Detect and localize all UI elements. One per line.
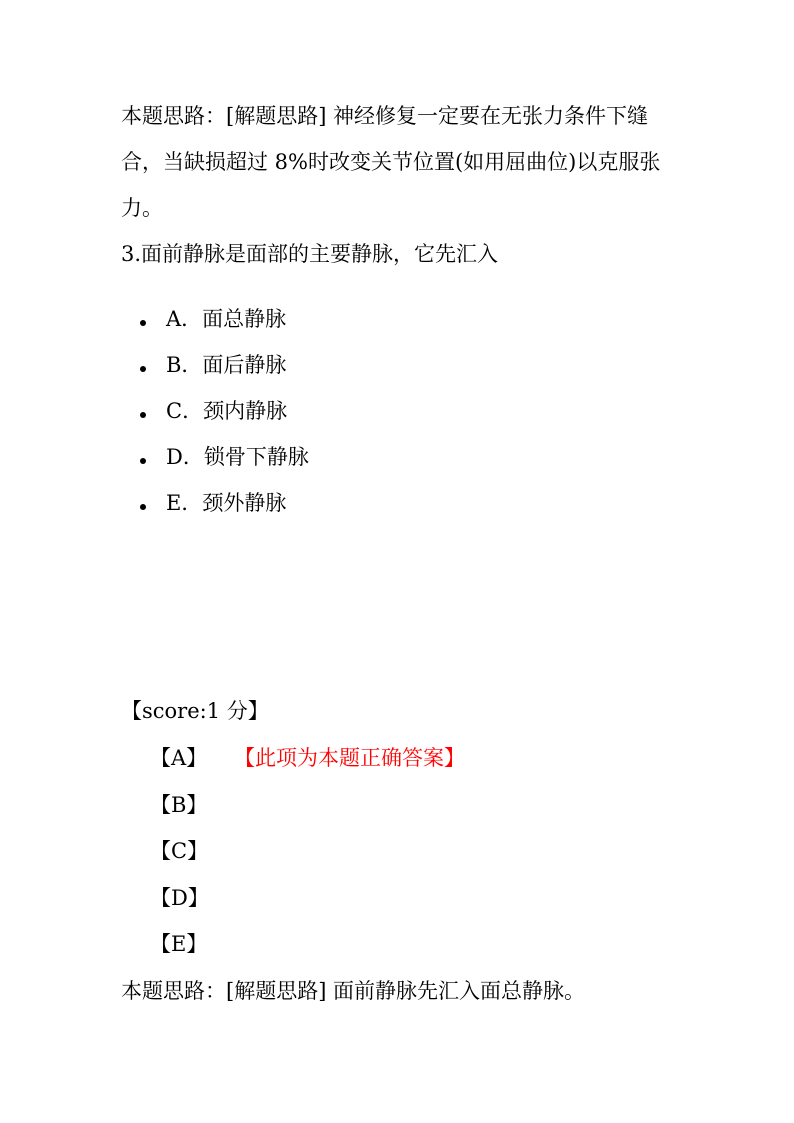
answer-row — [150, 735, 465, 782]
bullet-icon — [140, 412, 146, 418]
bullet-icon — [140, 504, 146, 510]
answer-label: 【A】 — [150, 746, 208, 770]
answer-row — [150, 782, 465, 829]
bullet-icon — [140, 366, 146, 372]
option-text: E．颈外静脉 — [166, 491, 287, 515]
correct-answer-note: 【此项为本题正确答案】 — [234, 746, 465, 770]
option-list — [140, 296, 309, 526]
option-text: C．颈内静脉 — [166, 399, 288, 423]
list-item — [140, 296, 309, 342]
list-item — [140, 388, 309, 434]
option-text: B．面后静脉 — [166, 353, 287, 377]
explanation-previous: 本题思路：[解题思路] 神经修复一定要在无张力条件下缝合，当缺损超过 8%时改变关节位置(如用屈曲位)以克服张力。 — [121, 104, 661, 220]
answer-label: 【E】 — [150, 932, 208, 956]
answer-row — [150, 921, 465, 968]
answer-label: 【C】 — [150, 839, 209, 863]
question-stem: 3.面前静脉是面部的主要静脉，它先汇入 — [121, 242, 499, 266]
answer-label: 【D】 — [150, 885, 209, 910]
list-item — [140, 342, 309, 388]
answer-row — [150, 828, 465, 875]
explanation-current: 本题思路：[解题思路] 面前静脉先汇入面总静脉。 — [121, 979, 586, 1003]
bullet-icon — [140, 320, 146, 326]
answer-list — [150, 735, 465, 968]
option-text: D．锁骨下静脉 — [166, 445, 309, 469]
answer-row — [150, 875, 465, 922]
list-item — [140, 480, 309, 526]
answer-label: 【B】 — [150, 792, 208, 817]
score-label: 【score:1 分】 — [121, 699, 269, 723]
list-item — [140, 434, 309, 480]
bullet-icon — [140, 458, 146, 464]
option-text: A．面总静脉 — [166, 307, 287, 331]
